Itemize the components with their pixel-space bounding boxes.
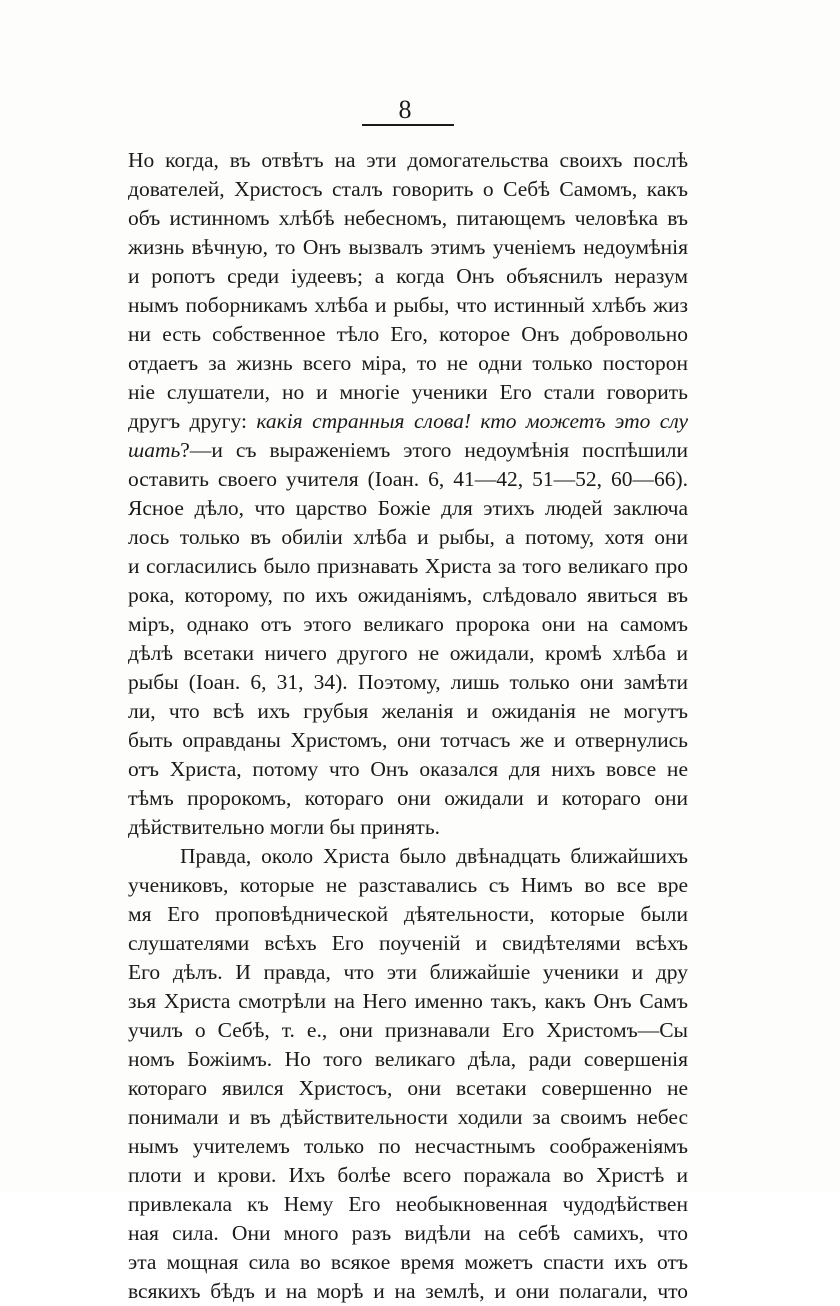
text-line: ни есть собственное тѣло Его, которое Онъ добровольно (128, 322, 688, 346)
text-line: зья Христа смотрѣли на Него именно такъ, какъ Онъ Самъ (128, 989, 688, 1013)
text-line: и ропотъ среди іудеевъ; а когда Онъ объяснилъ неразум (128, 264, 688, 288)
text-line: привлекала къ Нему Его необыкновенная чудодѣйствен (128, 1192, 688, 1216)
text-line: и согласились было признавать Христа за того великаго про (128, 554, 688, 578)
page-number-rule (362, 124, 454, 126)
italic-quote: шать (128, 438, 181, 462)
text-line: нымъ поборникамъ хлѣба и рыбы, что истинный хлѣбъ жиз (128, 293, 688, 317)
text-line: плоти и крови. Ихъ болѣе всего поражала во Христѣ и (128, 1163, 688, 1187)
text-line: Но когда, въ отвѣтъ на эти домогательства своихъ послѣ (128, 148, 688, 172)
text-line: рыбы (Іоан. 6, 31, 34). Поэтому, лишь только они замѣти (128, 670, 688, 694)
text-line: тѣмъ пророкомъ, котораго они ожидали и котораго они (128, 786, 688, 810)
italic-quote: какія странныя слова! кто можетъ это слу (256, 409, 688, 433)
text-line: лось только въ обиліи хлѣба и рыбы, а потому, хотя они (128, 525, 688, 549)
text-line: номъ Божіимъ. Но того великаго дѣла, ради совершенія (128, 1047, 688, 1071)
text-line: нымъ учителемъ только по несчастнымъ соображеніямъ (128, 1134, 688, 1158)
text-line: объ истинномъ хлѣбѣ небесномъ, питающемъ человѣка въ (128, 206, 688, 230)
text-line-segment: другъ другу: (128, 409, 257, 433)
page-number: 8 (398, 95, 412, 124)
text-line: мя Его проповѣднической дѣятельности, которые были (128, 902, 688, 926)
text-line: рока, которому, по ихъ ожиданіямъ, слѣдовало явиться въ (128, 583, 688, 607)
text-line: ніе слушатели, но и многіе ученики Его стали говорить (128, 380, 688, 404)
text-line: оставить своего учителя (Іоан. 6, 41—42, 51—52, 60—66). (128, 467, 688, 491)
text-line: Ясное дѣло, что царство Божіе для этихъ людей заключа (128, 496, 688, 520)
text-line: учениковъ, которые не разставались съ Нимъ во все вре (128, 873, 688, 897)
text-line-segment: ?—и съ выраженіемъ этого недоумѣнія поспѣшили (180, 438, 688, 462)
text-line: дователей, Христосъ сталъ говорить о Себѣ Самомъ, какъ (128, 177, 688, 201)
text-line: слушателями всѣхъ Его поученій и свидѣтелями всѣхъ (128, 931, 688, 955)
text-line: котораго явился Христосъ, они всетаки совершенно не (128, 1076, 688, 1100)
text-line: жизнь вѣчную, то Онъ вызвалъ этимъ ученіемъ недоумѣнія (128, 235, 688, 259)
text-line: отъ Христа, потому что Онъ оказался для нихъ вовсе не (128, 757, 688, 781)
text-line: училъ о Себѣ, т. е., они признавали Его Христомъ—Сы (128, 1018, 688, 1042)
text-line: дѣлѣ всетаки ничего другого не ожидали, кромѣ хлѣба и (128, 641, 688, 665)
text-line: отдаетъ за жизнь всего міра, то не одни только посторон (128, 351, 688, 375)
text-line: быть оправданы Христомъ, они тотчасъ же и отвернулись (128, 728, 688, 752)
text-line: дѣйствительно могли бы принять. (128, 815, 441, 839)
text-line: міръ, однако отъ этого великаго пророка они на самомъ (128, 612, 688, 636)
text-line (128, 436, 688, 465)
text-line: ли, что всѣ ихъ грубыя желанія и ожиданія не могутъ (128, 699, 688, 723)
text-line: Правда, около Христа было двѣнадцать ближайшихъ (180, 844, 688, 868)
text-line (128, 407, 688, 436)
body-text (128, 146, 688, 1306)
text-line: ная сила. Они много разъ видѣли на себѣ самихъ, что (128, 1221, 688, 1245)
text-line: понимали и въ дѣйствительности ходили за своимъ небес (128, 1105, 688, 1129)
text-line: Его дѣлъ. И правда, что эти ближайшіе ученики и дру (128, 960, 688, 984)
text-line: всякихъ бѣдъ и на морѣ и на землѣ, и они полагали, что (128, 1279, 688, 1303)
text-line: эта мощная сила во всякое время можетъ спасти ихъ отъ (128, 1250, 688, 1274)
